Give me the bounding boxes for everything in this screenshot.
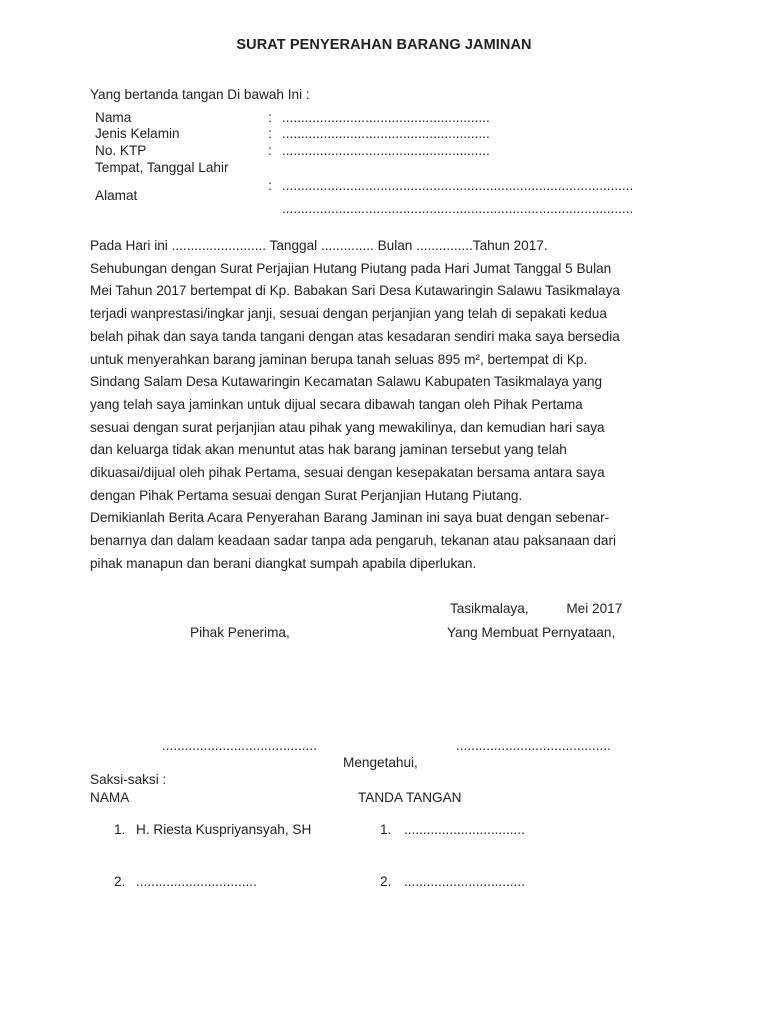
- witness-number: 1.: [114, 822, 126, 837]
- body-line: pihak manapun dan berani diangkat sumpah apabila diperlukan.: [90, 555, 477, 571]
- signature-column-header: TANDA TANGAN: [358, 790, 462, 805]
- receiver-sign-line: .........................................: [162, 738, 317, 753]
- place-date: Tasikmalaya, Mei 2017: [450, 601, 623, 616]
- witness-number: 2.: [114, 874, 126, 889]
- acknowledged-label: Mengetahui,: [343, 755, 418, 770]
- body-line: terjadi wanprestasi/ingkar janji, sesuai dengan perjanjian yang telah di sepakati kedua: [90, 306, 607, 322]
- field-value-nama: .......................................................: [282, 110, 490, 125]
- field-value-jenis-kelamin: .......................................................: [282, 126, 490, 141]
- field-label-jenis-kelamin: Jenis Kelamin: [95, 126, 180, 141]
- body-line: belah pihak dan saya tanda tangani dengan atas kesadaran sendiri maka saya bersedia: [90, 328, 620, 344]
- body-line: sesuai dengan surat perjanjian atau pihak yang mewakilinya, dan kemudian hari saya: [90, 419, 605, 435]
- body-line: dikuasai/dijual oleh pihak Pertama, sesuai dengan kesepakatan bersama antara saya: [90, 465, 605, 481]
- witness-name: ................................: [136, 874, 257, 889]
- body-line: dan keluarga tidak akan menuntut atas hak barang jaminan tersebut yang telah: [90, 442, 567, 458]
- receiver-label: Pihak Penerima,: [190, 625, 290, 640]
- field-label-nama: Nama: [95, 110, 132, 125]
- body-line: untuk menyerahkan barang jaminan berupa tanah seluas 895 m², bertempat di Kp.: [90, 351, 588, 367]
- witness-sign-line: ................................: [404, 874, 525, 889]
- declarant-sign-line: .........................................: [456, 738, 611, 753]
- field-value-address-line1: .............................................................................................: [282, 178, 634, 193]
- field-label-tempat-tanggal-lahir: Tempat, Tanggal Lahir: [95, 160, 229, 175]
- field-colon: :: [268, 143, 272, 158]
- document-title: SURAT PENYERAHAN BARANG JAMINAN: [236, 37, 532, 53]
- body-paragraphs: [90, 235, 677, 576]
- body-line: Pada Hari ini ......................... Tanggal .............. Bulan ...............Tahun 2017.: [90, 238, 548, 253]
- field-colon: :: [268, 178, 272, 193]
- body-line: dengan Pihak Pertama sesuai dengan Surat Perjanjian Hutang Piutang.: [90, 487, 523, 503]
- field-label-no-ktp: No. KTP: [95, 143, 147, 158]
- body-line: Sehubungan dengan Surat Perjajian Hutang Piutang pada Hari Jumat Tanggal 5 Bulan: [90, 260, 612, 276]
- body-line: yang telah saya jaminkan untuk dijual secara dibawah tangan oleh Pihak Pertama: [90, 396, 583, 412]
- name-column-header: NAMA: [90, 790, 130, 805]
- intro-text: Yang bertanda tangan Di bawah Ini :: [90, 87, 310, 102]
- body-line: Sindang Salam Desa Kutawaringin Kecamatan Salawu Kabupaten Tasikmalaya yang: [90, 374, 603, 390]
- witness-sign-line: ................................: [404, 822, 525, 837]
- witness-name: H. Riesta Kuspriyansyah, SH: [136, 822, 312, 837]
- body-line: benarnya dan dalam keadaan sadar tanpa ada pengaruh, tekanan atau paksanaan dari: [90, 533, 617, 549]
- body-line: Demikianlah Berita Acara Penyerahan Barang Jaminan ini saya buat dengan sebenar-: [90, 510, 610, 526]
- field-colon: :: [268, 126, 272, 141]
- field-value-address-line2: .............................................................................................: [282, 201, 634, 216]
- field-value-no-ktp: .......................................................: [282, 143, 490, 158]
- field-label-alamat: Alamat: [95, 188, 138, 203]
- witness-sign-number: 1.: [380, 822, 392, 837]
- field-colon: :: [268, 110, 272, 125]
- witnesses-label: Saksi-saksi :: [90, 772, 167, 787]
- body-line: Mei Tahun 2017 bertempat di Kp. Babakan Sari Desa Kutawaringin Salawu Tasikmalaya: [90, 283, 620, 299]
- witness-sign-number: 2.: [380, 874, 392, 889]
- declarant-label: Yang Membuat Pernyataan,: [447, 625, 616, 640]
